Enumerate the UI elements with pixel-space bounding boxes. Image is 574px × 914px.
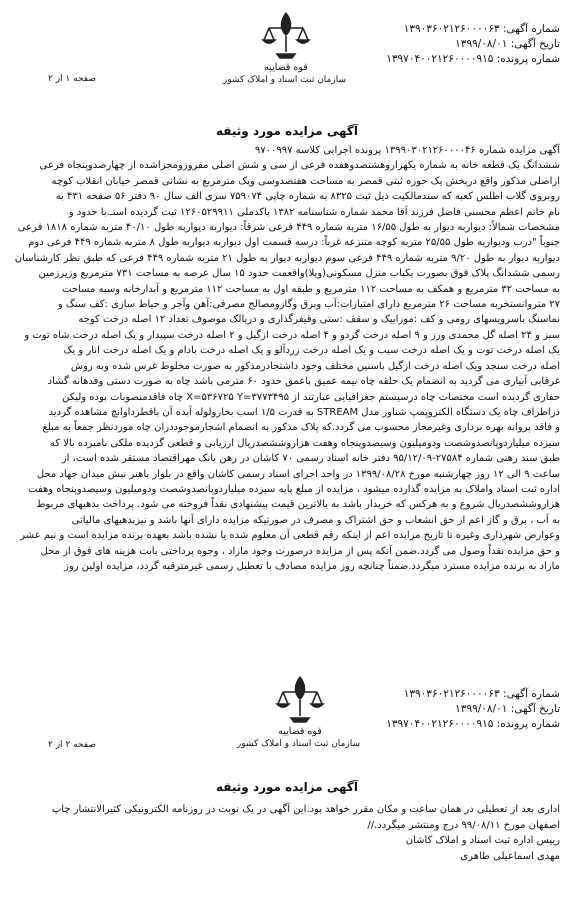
body-line: هزاروششصدریال شروع و به هرکس که خریدار باشد به بالاترین قیمت پیشنهادی نقداً فروخته می شود. پرداخت بدهیهای مربوط: [36, 499, 560, 511]
body-line: دراطراف چاه یک دستگاه الکتروپمپ شناور مدل STREAM به قدرت ۱/۵ اسب بخارولوله آبده آن باقطرداوانچ مشاهده گردید: [48, 406, 560, 418]
notice-body: [12, 143, 560, 574]
scales-of-justice-icon: [259, 6, 313, 62]
body-line: اداره ثبت اسناد واملاک به مزایده گذارده میشود ، مزایده از مبلغ پایه سیزده میلیاردوپانصدوشصت ودومیلیون وسیصدوپنجاه وهفت: [28, 483, 560, 495]
body-line: نام خانم اعظم محسنی فاضل فرزند آقا محمد شماره شناسنامه ۱۳۸۲ باکدملی ۱۲۶۰۵۲۹۹۱۱ ثبت گردیده استـ.با حدود و: [68, 206, 560, 218]
body-line: حفاری گردیده است مختصات چاه درسیستم جغرافیایی عبارتند از X=۵۳۶۷۲۵ Y=۳۷۷۳۴۹۵ چاه فاقدمنصوبات بوده ولیکن: [62, 391, 560, 403]
body-line: ساعت ۹ الی ۱۲ روز چهارشنبه مورخ ۱۳۹۹/۰۸/۲۸ در واحد اجرای اسناد رسمی کاشان واقع در بلوار باهنر نبش میدان جهاد محل: [36, 468, 560, 480]
signature-line: رییس اداره ثبت اسناد و املاک کاشان: [405, 835, 560, 847]
body-line: غرقابی آبیاری می گردید به انضمام یک حلقه چاه نیمه عمیق باعمق حدود ۶۰ مترمی باشد چاه به صورت دستی وفدهانه گشاد: [47, 376, 560, 388]
file-number: شماره پرونده: ۱۳۹۷۰۴۰۰۲۱۲۶۰۰۰۰۹۱۵: [386, 718, 560, 730]
emblem-org-label: قوه قضاییه: [264, 62, 308, 73]
body-line: ازاصلی مذکور واقع دربخش یک حوزه ثبتی قمصر به مساحت هفتصدوسی ویک مترمربع به نشانی قمصر خیابان انقلاب کوچه: [51, 175, 560, 187]
notice-number: شماره آگهی: ۱۳۹۰۳۶۰۲۱۲۶۰۰۰۰۶۳: [403, 688, 560, 700]
body-line: مازاد به برنده مزایده مسترد میگردد.ضمناً چنانچه روز مزایده مصادف با تعطیل رسمی غیرمترقبه گردد، مزایده اولین روز: [64, 560, 560, 572]
body-line: به آب ، برق و گاز اعم از حق انشعاب و حق اشتراک و مصرف در صورتیکه مزایده دارای آنها باشد و نیزبدهیهای مالیاتی: [71, 514, 560, 526]
body-line: و فاقد پروانه بهره برداری وغیرمجاز محسوب می گردد.که پلاک مذکور به انضمام اشجارموجوددران چاه موردنظر جمعاً به مبلغ: [42, 422, 560, 434]
body-line: رسمی ششدانگ پلاک فوق بصورت یکباب منزل مسکونی(ویلا)واقعمت حدود ۱۵ سال عرصه به مساحت ۷۳۱ مترمربع وزیرزمین: [38, 268, 560, 280]
body-line: اصفهان مورخ ۹۹/۰۸/۱۱ درج ومنتشر میگردد.//: [367, 819, 560, 831]
body-line: آگهی مزایده شماره ۱۳۹۹۰۳۰۲۱۲۶۰۰۰۰۴۶ پرونده اجرایی کلاسه ۹۷۰۰۹۹۷: [254, 145, 560, 156]
notice-body: [12, 802, 560, 864]
body-line: وعوارض شهرداری وغیره تا تاریخ مزایده اعم از اینکه رقم قطعی آن معلوم شده یا نشده باشد بعهده برنده مزایده است و نیم عشر: [20, 530, 560, 542]
body-line: ششدانگ یک قطعه خانه به شماره یکهزاروهشتصدوهفده فرعی از سی و شش اصلی مفروزومجزاشده از چهارصدوپنجاه فرعی: [39, 160, 560, 172]
body-line: جنوباً "درب ودیواربه طول ۲۵/۵۵ متربه کوچه متنزعه غرباً: درسه قسمت اول دیواربه دیواربه طول ۸ متربه شماره ۴۴۹ فرعی دوم: [28, 237, 560, 249]
notice-meta: [386, 22, 560, 67]
notice-date: تاریخ آگهی: ۱۳۹۹/۰۸/۰۱: [455, 38, 560, 50]
body-line: مشخصات شمالاً: دیواربه دیوار به طول ۱۶/۵۵ متربه شماره ۴۴۹ فرعی شرقاً: دیواربه دیواربه طول ۴۰/۱۰ متربه شماره ۱۸۱۸ فرعی: [17, 222, 560, 234]
scales-of-justice-icon: [273, 670, 327, 726]
notice-title: آگهی مزایده مورد وثیقه: [215, 124, 358, 138]
body-line: و حق مزایده نقداً وصول می گردد.ضمن آنکه پس از مزایده درصورت وجود مازاد ، وجوه پرداختی بابت هزینه های فوق از محل: [40, 545, 560, 557]
page-number: صفحه ۲ از ۲: [48, 740, 96, 750]
judiciary-emblem: [236, 670, 360, 756]
body-line: سیزده میلیاردوپانصدوشصت ودومیلیون وسیصدوپنجاه وهفت هزاروششصدریال ارزیابی و قطعی گردیده ملکی نامبرده بالا که: [49, 437, 560, 449]
page-number: صفحه ۱ از ۲: [48, 74, 96, 84]
notice-number: شماره آگهی: ۱۳۹۰۳۶۰۲۱۲۶۰۰۰۰۶۳: [403, 23, 560, 35]
emblem-org-sub: سازمان ثبت اسناد و املاک کشور: [222, 75, 346, 85]
emblem-org-sub: سازمان ثبت اسناد و املاک کشور: [236, 739, 360, 749]
emblem-org-label: قوه قضاییه: [278, 726, 322, 737]
body-line: نماسنگ باسرویسهای رومی و کف :موزاییک و سقف :ستی وقیفرگذاری و دریالک موصوف تعداد ۱۲ اصله درخت کوجه: [78, 314, 560, 326]
notice-meta: [386, 687, 560, 732]
body-line: طبق سند رهنی شماره ۲۷۵۸۴-۹۵/۱۲/۰۹ دفتر خانه اسناد رسمی ۷۰ کاشان در رهن بانک مهراقتصاد مستقر شده است، از: [61, 453, 560, 465]
notice-page-2: [0, 664, 574, 914]
signature-line: مهدی اسماعیلی طاهری: [460, 850, 560, 862]
body-line: ۲۷ متروانستخربه مساحت ۲۶ مترمربع دارای امتیازات:آب وبرق وگازومصالح مصرفی:آهن وآجر و حیاط سازی :کف سنگ و: [57, 299, 560, 311]
judiciary-emblem: [222, 6, 346, 92]
body-line: یک اصله درخت توت و یک اصله درخت سیب و یک اصله درخت زردآلو و یک اصله درخت بادام و یک اصله درخت انار و یک: [63, 345, 560, 357]
body-line: اداری بعد از تعطیلی در همان ساعت و مکان مقرر خواهد بود.این آگهی در یک نوبت در روزنامه الکترونیکی کثیرالانتشار چاپ: [51, 804, 560, 815]
notice-title: آگهی مزایده مورد وثیقه: [215, 780, 358, 794]
file-number: شماره پرونده: ۱۳۹۷۰۴۰۰۲۱۲۶۰۰۰۰۹۱۵: [386, 53, 560, 65]
notice-date: تاریخ آگهی: ۱۳۹۹/۰۸/۰۱: [455, 703, 560, 715]
body-line: روبروی گلاب اطلس کعبه که سندمالکیت ذیل ثبت ۸۳۲۵ به شماره چاپی ۷۵۹۰۷۴ سری الف سال ۹۰ دفتر ۵۶ صفحه ۴۳۱ به: [55, 191, 560, 203]
body-line: دیواربه دیوار به طول ۹/۲۰ متربه شماره ۴۴۹ فرعی سوم دیواربه دیوار به طول ۲۱ متربه شماره ۴۴۹ فرعی که طبق نظر کارشناسان: [14, 252, 560, 264]
body-line: به مساحت ۳۲ مترمربع و همکف به مساحت ۱۱۲ مترمربع و طبقه اول به مساحت ۱۱۲ مترمربع و آبدارخانه وسبه مساحت: [62, 283, 560, 295]
body-line: اصله درخت سنجد ویک اصله درخت ازگیل باسنین مختلف وجود داشتجادرمذکور به صورت مخلوط غرس شده وبه روش: [70, 360, 560, 372]
body-line: سبز و ۲۴ اصله گل محمدی ورز و ۹ اصله درخت گردو و ۴ اصله درخت ازگیل و ۲ اصله درخت سپیدار و یک اصله درخت شاه توت و: [24, 329, 560, 341]
